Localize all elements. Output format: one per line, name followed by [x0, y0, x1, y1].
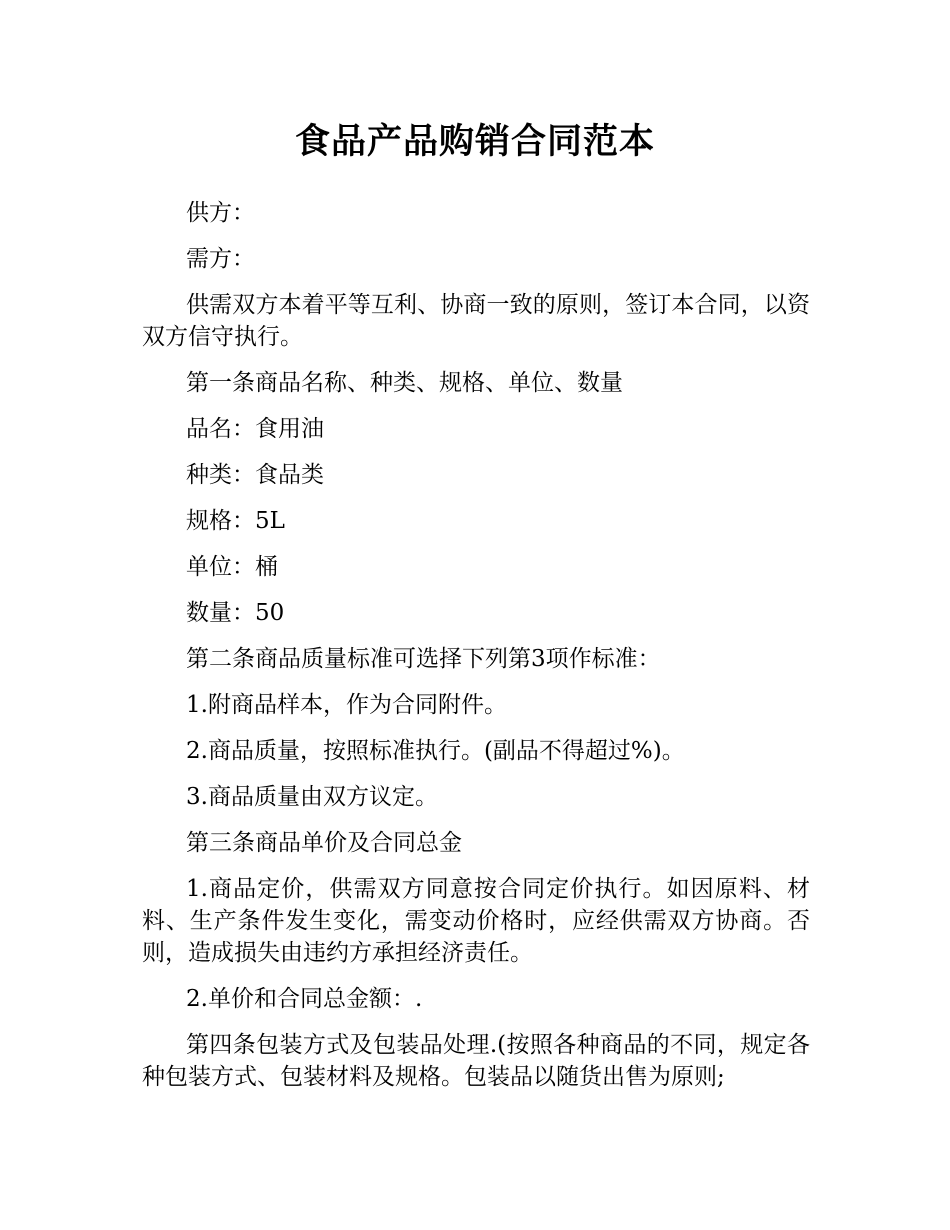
product-spec-line: 规格：5L — [186, 508, 285, 534]
quality-option-3: 3.商品质量由双方议定。 — [186, 784, 438, 810]
pricing-clause-2: 2.单价和合同总金额：. — [186, 986, 423, 1012]
product-category-line: 种类：食品类 — [186, 462, 324, 488]
article-1-heading: 第一条商品名称、种类、规格、单位、数量 — [186, 370, 623, 396]
article-4-paragraph: 第四条包装方式及包装品处理.(按照各种商品的不同，规定各种包装方式、包装材料及规格。包装品以随货出售为原则; — [142, 1032, 810, 1090]
document-body — [142, 197, 810, 1107]
article-3-heading: 第三条商品单价及合同总金 — [186, 830, 462, 856]
product-unit-line: 单位：桶 — [186, 554, 278, 580]
article-2-heading: 第二条商品质量标准可选择下列第3项作标准： — [186, 646, 661, 672]
quality-option-1: 1.附商品样本，作为合同附件。 — [186, 692, 507, 718]
document-title: 食品产品购销合同范本 — [294, 122, 655, 162]
buyer-line: 需方： — [186, 246, 255, 272]
preamble-paragraph: 供需双方本着平等互利、协商一致的原则，签订本合同，以资双方信守执行。 — [142, 292, 810, 350]
supplier-line: 供方： — [186, 200, 255, 226]
product-name-line: 品名：食用油 — [186, 416, 324, 442]
pricing-clause-1: 1.商品定价，供需双方同意按合同定价执行。如因原料、材料、生产条件发生变化，需变动价格时，应经供需双方协商。否则，造成损失由违约方承担经济责任。 — [142, 876, 810, 966]
product-quantity-line: 数量：50 — [186, 600, 285, 626]
quality-option-2: 2.商品质量，按照标准执行。(副品不得超过%)。 — [186, 738, 685, 764]
